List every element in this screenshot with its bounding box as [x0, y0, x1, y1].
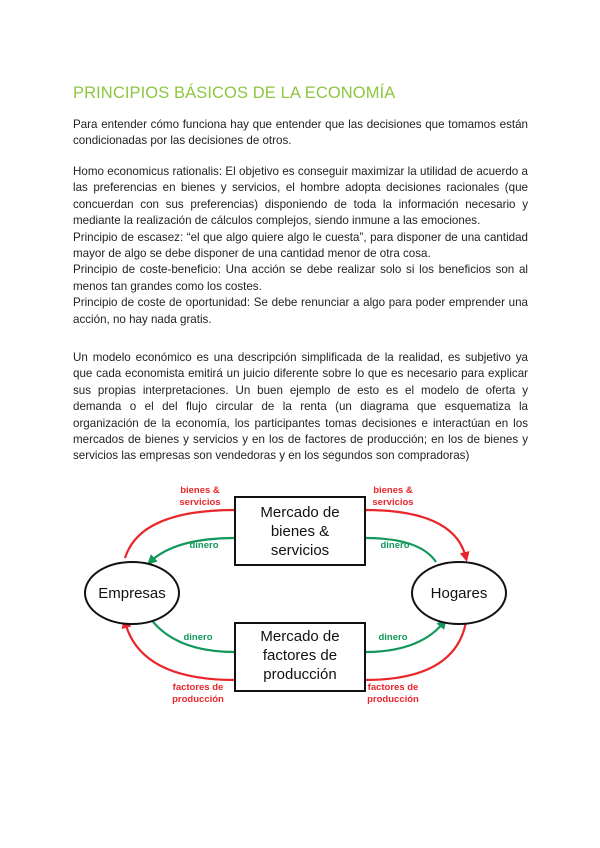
factors-market-line-1: Mercado de	[260, 628, 340, 645]
factors-label-right-2: producción	[367, 694, 419, 705]
factors-label-left-1: factores de	[172, 682, 224, 693]
principle-coste-oportunidad: Principio de coste de oportunidad: Se debe renunciar a algo para poder emprender una acción, no hay nada gratis.	[73, 296, 528, 326]
factors-label-right-1: factores de	[367, 682, 419, 693]
goods-market-line-1: Mercado de	[260, 504, 340, 521]
money-label-bottom-right: dinero	[378, 632, 408, 643]
firms-label: Empresas	[98, 585, 166, 602]
money-label-bottom-left: dinero	[183, 632, 213, 643]
page-title: PRINCIPIOS BÁSICOS DE LA ECONOMÍA	[73, 84, 396, 102]
money-label-top-right: dinero	[380, 540, 410, 551]
principle-homo-economicus: Homo economicus rationalis: El objetivo es conseguir maximizar la utilidad de acuerdo a las preferencias en bienes y servicios, el hombre adopta decisiones racionales (que concuerdan con sus preferencias) disponiendo de toda la información necesario y mediante la realización de cálculos complejos, siendo inmune a las emociones.	[73, 165, 528, 228]
money-label-top-left: dinero	[189, 540, 219, 551]
goods-market-line-2: bienes &	[270, 523, 330, 540]
model-paragraph	[73, 350, 528, 465]
principles-block	[73, 164, 528, 328]
goods-label-right-2: servicios	[372, 497, 414, 508]
circular-flow-diagram	[0, 470, 600, 730]
principle-escasez: Principio de escasez: “el que algo quiere algo le cuesta”, para disponer de una cantidad mayor de algo se debe disponer de una cantidad menor de otra cosa.	[73, 230, 528, 261]
model-text: Un modelo económico es una descripción simplificada de la realidad, es subjetivo ya que cada economista emitirá un juicio diferente sobre lo que es necesario para explicar sus propias interpretaciones. Un buen ejemplo de esto es el modelo de oferta y demanda o el del flujo circular de la renta (un diagrama que esquematiza la organización de la economía, los participantes tomas decisiones e interactúan en los mercados de bienes y servicios y en los de factores de producción; en los de bienes y servicios las empresas son vendedoras y en los segundos son compradoras)	[73, 351, 528, 463]
factors-market-line-3: producción	[263, 666, 337, 683]
factors-market-line-2: factores de	[262, 647, 338, 664]
principle-coste-beneficio: Principio de coste-beneficio: Una acción se debe realizar solo si los beneficios son al menos tan grandes como los costes.	[73, 263, 528, 293]
goods-label-left-2: servicios	[179, 497, 221, 508]
goods-label-right-1: bienes &	[373, 485, 413, 496]
intro-paragraph	[73, 117, 528, 150]
goods-label-left-1: bienes &	[180, 485, 220, 496]
goods-market-line-3: servicios	[270, 542, 330, 559]
factors-label-left-2: producción	[172, 694, 224, 705]
households-label: Hogares	[430, 585, 488, 602]
intro-text: Para entender cómo funciona hay que entender que las decisiones que tomamos están condicionadas por las decisiones de otros.	[73, 118, 528, 148]
